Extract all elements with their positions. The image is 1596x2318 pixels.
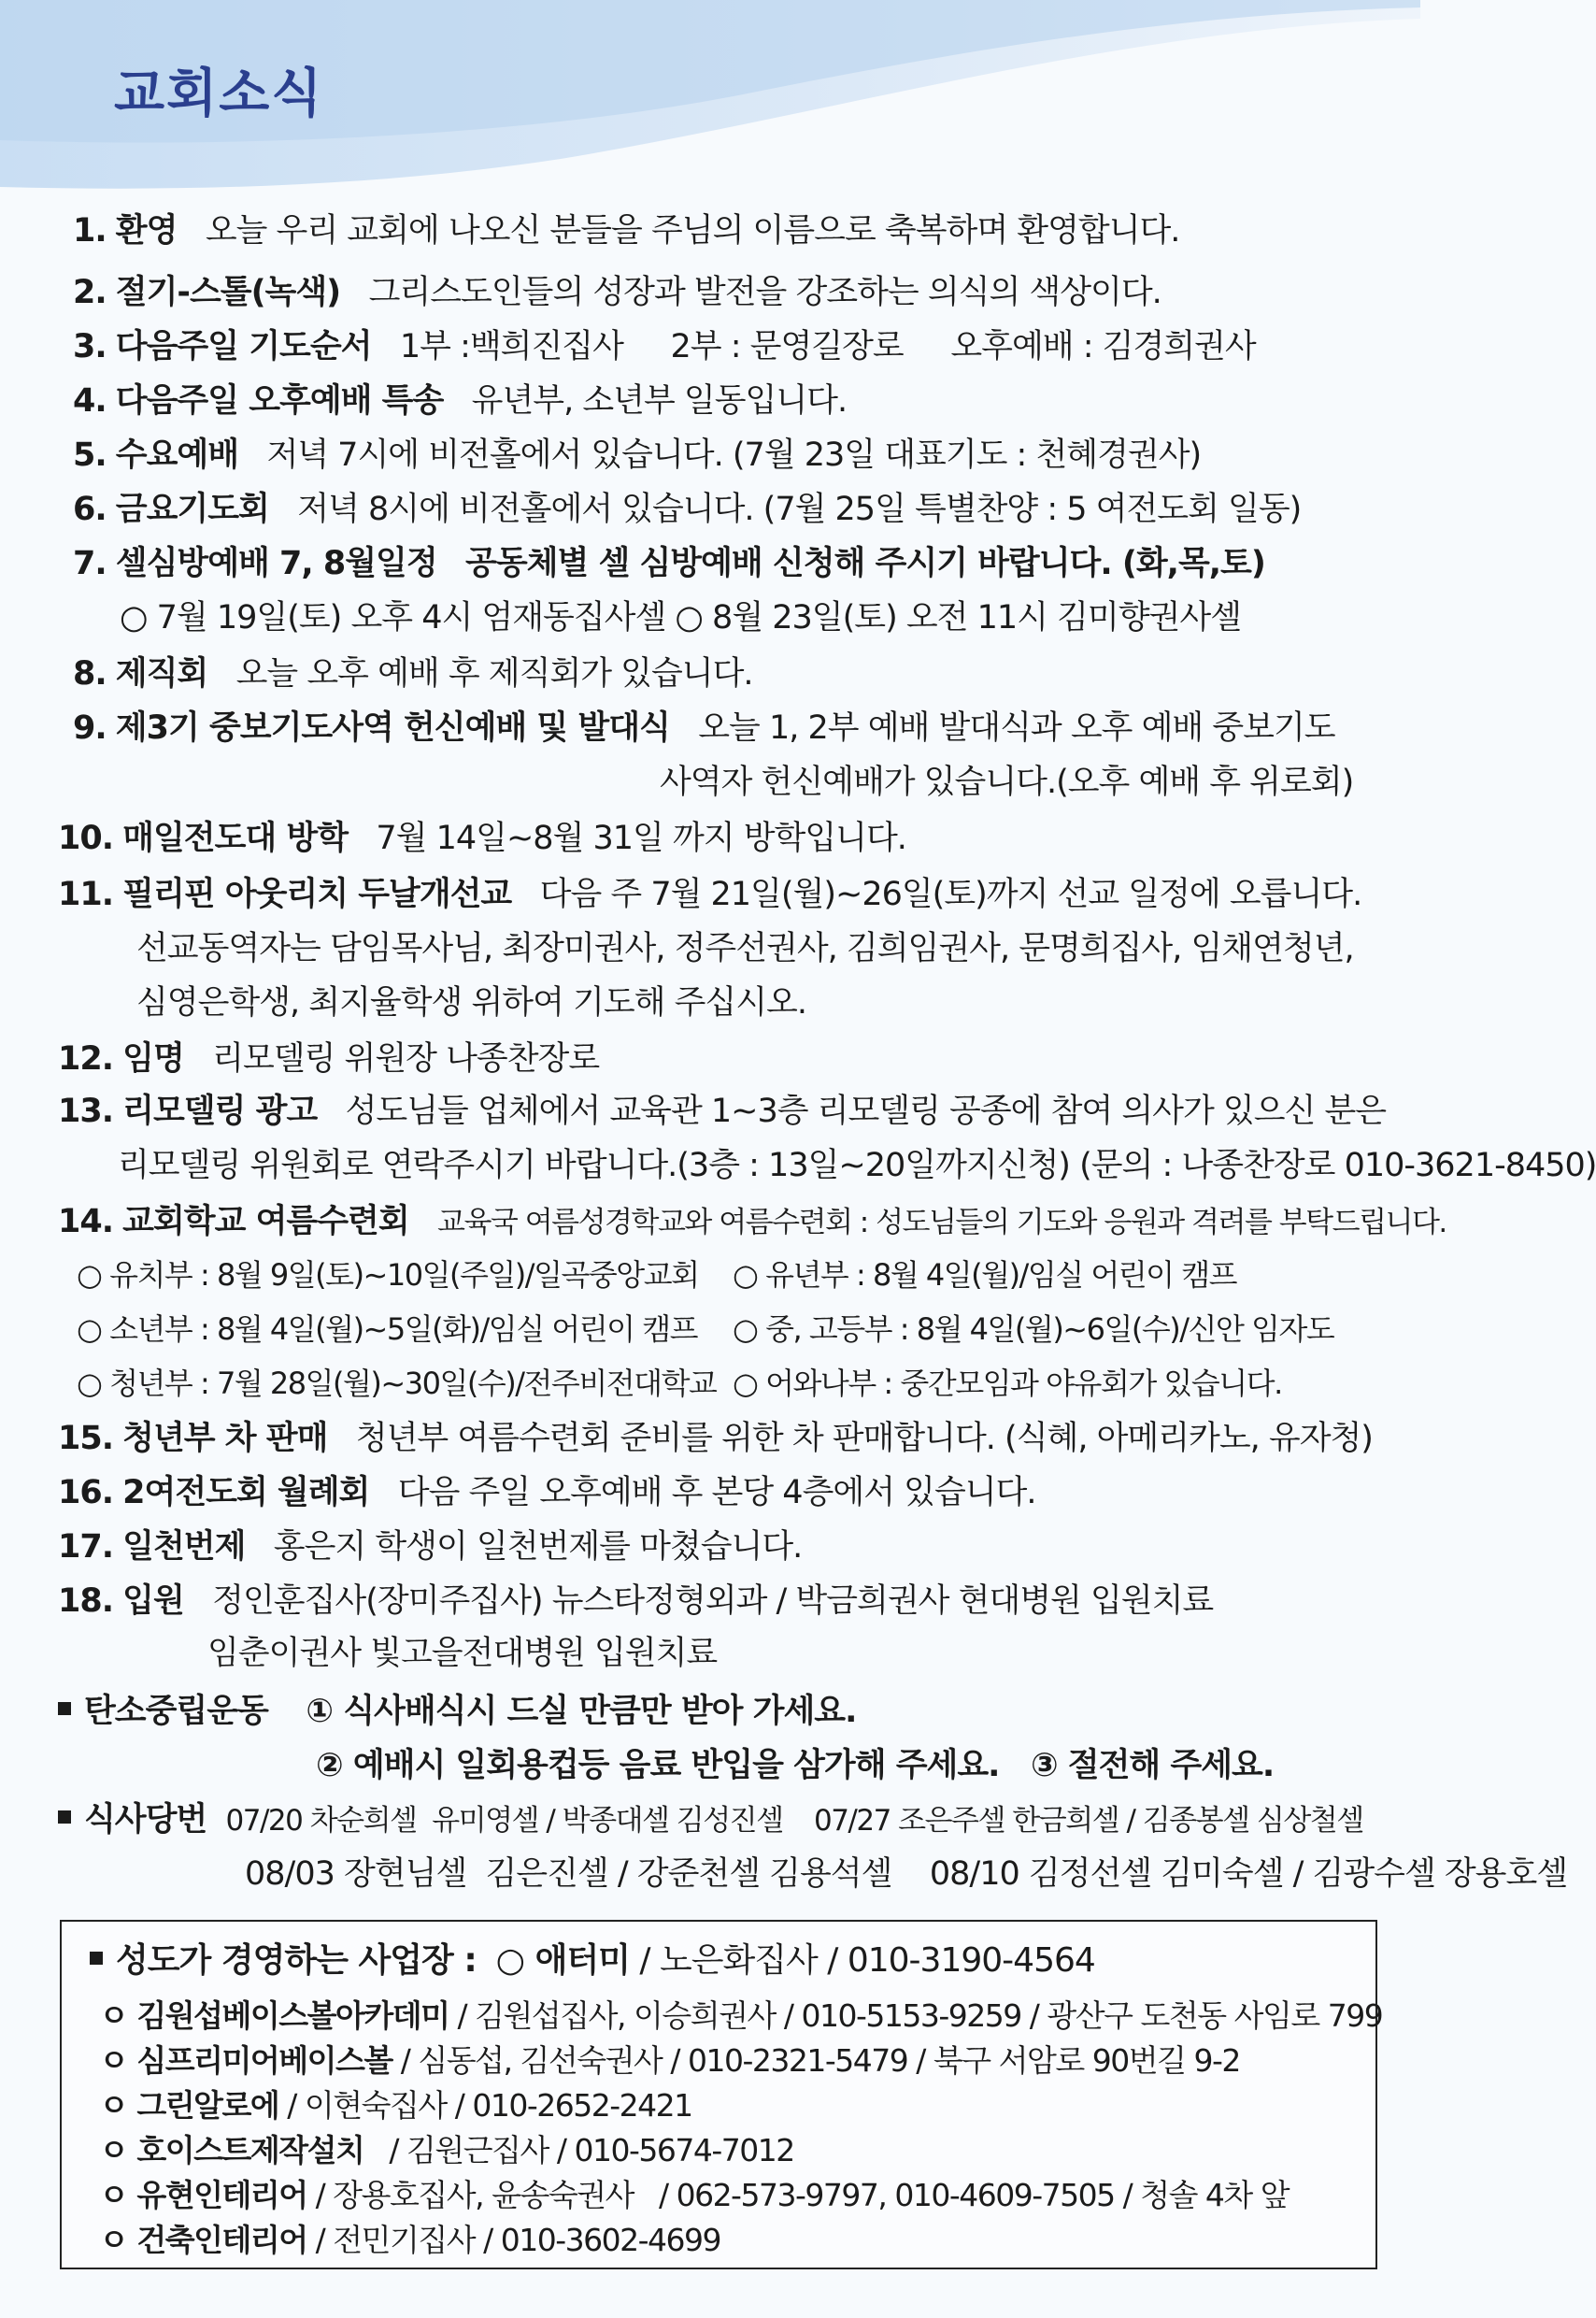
notice-item-5: 5. 수요예배 저녁 7시에 비전홀에서 있습니다. (7월 23일 대표기도 : 천혜경권사) bbox=[73, 436, 1202, 474]
notice-item-18-continued: 임춘이권사 빛고을전대병원 입원치료 bbox=[207, 1635, 718, 1672]
notice-item-12: 12. 임명 리모델링 위원장 나종찬장로 bbox=[58, 1040, 600, 1078]
camp-kindergarten: ○ 유치부 : 8월 9일(토)~10일(주일)/일곡중앙교회 bbox=[77, 1257, 699, 1293]
notice-item-11: 11. 필리핀 아웃리치 두날개선교 다음 주 7월 21일(월)~26일(토)까지 선교 일정에 오릅니다. bbox=[58, 876, 1362, 913]
notice-item-11-missionaries: 선교동역자는 담임목사님, 최장미권사, 정주선권사, 김희임권사, 문명희집사, 임채연청년, bbox=[136, 930, 1354, 967]
notice-item-10: 10. 매일전도대 방학 7월 14일~8월 31일 까지 방학입니다. bbox=[58, 820, 906, 857]
business-item: ㅇ 심프리미어베이스볼 / 심동섭, 김선숙권사 / 010-2321-5479 / 북구 서암로 90번길 9-2 bbox=[99, 2042, 1240, 2079]
business-directory-header: 성도가 경영하는 사업장 : ○ 애터미 / 노은화집사 / 010-3190-4564 bbox=[90, 1939, 1095, 1983]
notice-item-7: 7. 셀심방예배 7, 8월일정 공동체별 셀 심방예배 신청해 주시기 바랍니다. (화,목,토) bbox=[73, 545, 1265, 582]
notice-item-4: 4. 다음주일 오후예배 특송 유년부, 소년부 일동입니다. bbox=[73, 382, 848, 420]
notice-item-13-contact: 리모델링 위원회로 연락주시기 바랍니다.(3층 : 13일~20일까지신청) (문의 : 나종찬장로 010-3621-8450) bbox=[118, 1147, 1596, 1184]
notice-item-2: 2. 절기-스톨(녹색) 그리스도인들의 성장과 발전을 강조하는 의식의 색상이다. bbox=[73, 274, 1161, 311]
notice-item-1: 1. 환영 오늘 우리 교회에 나오신 분들을 주님의 이름으로 축복하며 환영합니다. bbox=[73, 212, 1180, 250]
notice-item-14: 14. 교회학교 여름수련회 교육국 여름성경학교와 여름수련회 : 성도님들의 기도와 응원과 격려를 부탁드립니다. bbox=[58, 1203, 1446, 1240]
carbon-neutral-line2: ② 예배시 일회용컵등 음료 반입을 삼가해 주세요. ③ 절전해 주세요. bbox=[316, 1747, 1275, 1784]
notice-item-6: 6. 금요기도회 저녁 8시에 비전홀에서 있습니다. (7월 25일 특별찬양 : 5 여전도회 일동) bbox=[73, 491, 1302, 528]
notice-item-3: 3. 다음주일 기도순서 1부 :백희진집사 2부 : 문영길장로 오후예배 : 김경희권사 bbox=[73, 328, 1256, 365]
business-item: ㅇ 건축인테리어 / 전민기집사 / 010-3602-4699 bbox=[99, 2222, 720, 2258]
notice-item-9: 9. 제3기 중보기도사역 헌신예배 및 발대식 오늘 1, 2부 예배 발대식과 오후 예배 중보기도 bbox=[73, 709, 1335, 747]
camp-awana: ○ 어와나부 : 중간모임과 야유회가 있습니다. bbox=[733, 1366, 1282, 1401]
square-bullet-icon bbox=[90, 1952, 103, 1965]
page-title: 교회소식 bbox=[114, 64, 324, 124]
meal-duty-line2: 08/03 장현님셀 김은진셀 / 강준천셀 김용석셀 08/10 김정선셀 김미숙셀 / 김광수셀 장용호셀 bbox=[245, 1855, 1568, 1893]
notice-item-7-schedule: ○ 7월 19일(토) 오후 4시 엄재동집사셀 ○ 8월 23일(토) 오전 11시 김미향권사셀 bbox=[120, 599, 1241, 637]
notice-item-15: 15. 청년부 차 판매 청년부 여름수련회 준비를 위한 차 판매합니다. (식혜, 아메리카노, 유자청) bbox=[58, 1420, 1373, 1457]
camp-youth: ○ 소년부 : 8월 4일(월)~5일(화)/임실 어린이 캠프 bbox=[77, 1311, 698, 1347]
notice-item-9-continued: 사역자 헌신예배가 있습니다.(오후 예배 후 위로회) bbox=[660, 764, 1354, 801]
notice-item-17: 17. 일천번제 홍은지 학생이 일천번제를 마쳤습니다. bbox=[58, 1528, 803, 1566]
business-item: ㅇ 호이스트제작설치 / 김원근집사 / 010-5674-7012 bbox=[99, 2132, 794, 2168]
camp-young-adult: ○ 청년부 : 7월 28일(월)~30일(수)/전주비전대학교 bbox=[77, 1366, 717, 1401]
business-item: ㅇ 유현인테리어 / 장용호집사, 윤송숙권사 / 062-573-9797, 010-4609-7505 / 청솔 4차 앞 bbox=[99, 2177, 1290, 2213]
notice-item-8: 8. 제직회 오늘 오후 예배 후 제직회가 있습니다. bbox=[73, 655, 753, 693]
camp-elementary: ○ 유년부 : 8월 4일(월)/임실 어린이 캠프 bbox=[733, 1257, 1237, 1293]
notice-item-13: 13. 리모델링 광고 성도님들 업체에서 교육관 1~3층 리모델링 공종에 참여 의사가 있으신 분은 bbox=[58, 1093, 1387, 1130]
notice-item-18: 18. 입원 정인훈집사(장미주집사) 뉴스타정형외과 / 박금희권사 현대병원 입원치료 bbox=[58, 1582, 1214, 1620]
notice-item-16: 16. 2여전도회 월례회 다음 주일 오후예배 후 본당 4층에서 있습니다. bbox=[58, 1474, 1036, 1511]
square-bullet-icon bbox=[58, 1810, 71, 1824]
square-bullet-icon bbox=[58, 1702, 71, 1715]
notice-item-11-prayer: 심영은학생, 최지율학생 위하여 기도해 주십시오. bbox=[136, 984, 806, 1022]
business-item: ㅇ 김원섭베이스볼아카데미 / 김원섭집사, 이승희권사 / 010-5153-9259 / 광산구 도천동 사임로 799 bbox=[99, 1997, 1383, 2034]
business-directory-box bbox=[60, 1920, 1383, 2269]
business-item: ㅇ 그린알로에 / 이현숙집사 / 010-2652-2421 bbox=[99, 2087, 692, 2124]
camp-middle-high: ○ 중, 고등부 : 8월 4일(월)~6일(수)/신안 임자도 bbox=[733, 1311, 1334, 1347]
meal-duty-section: 식사당번 07/20 차순희셀 유미영셀 / 박종대셀 김성진셀 07/27 조은주셀 한금희셀 / 김종봉셀 심상철셀 bbox=[58, 1797, 1383, 1843]
carbon-neutral-section: 탄소중립운동 ① 식사배식시 드실 만큼만 받아 가세요. bbox=[58, 1689, 1383, 1734]
